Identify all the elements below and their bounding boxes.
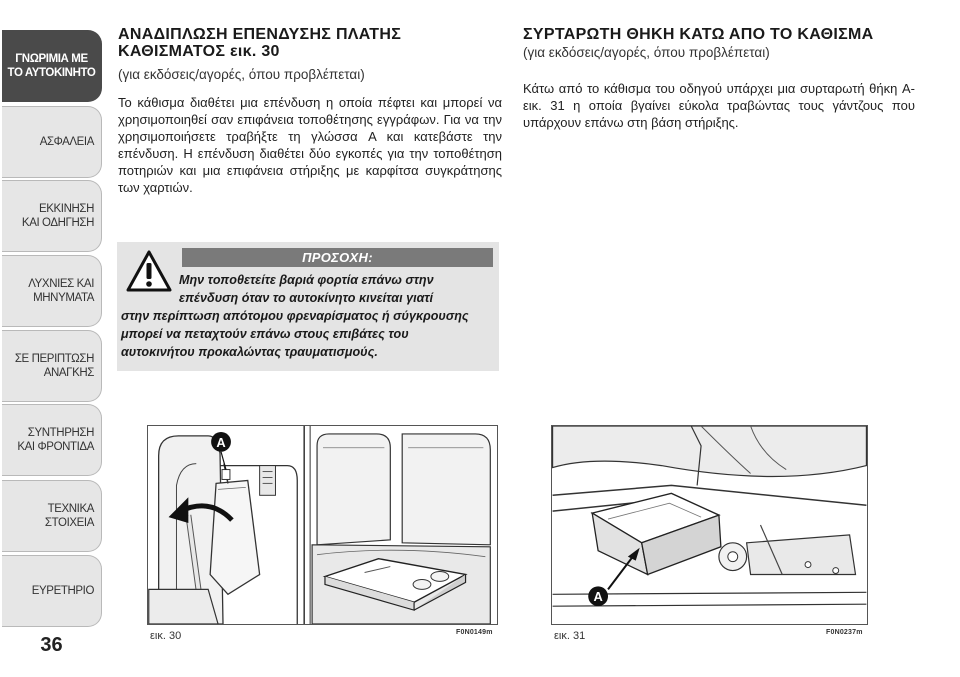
- tab-label-line1: ΕΥΡΕΤΗΡΙΟ: [31, 585, 94, 597]
- tab-label-line1: ΣΥΝΤΗΡΗΣΗ: [27, 427, 94, 439]
- tab-getting-to-know-the-car[interactable]: [2, 30, 102, 102]
- tab-index[interactable]: [2, 555, 102, 627]
- tab-in-an-emergency[interactable]: [2, 330, 102, 402]
- tab-label-line2: ΣΤΟΙΧΕΙΑ: [44, 517, 94, 529]
- tab-technical-specifications[interactable]: [2, 480, 102, 552]
- tab-label-line2: ΚΑΙ ΦΡΟΝΤΙΔΑ: [17, 441, 94, 453]
- figure-30-code: F0N0149m: [456, 629, 493, 636]
- tab-label-line1: ΤΕΧΝΙΚΑ: [47, 503, 94, 515]
- warning-line: αυτοκινήτου προκαλώντας τραυματισμούς.: [121, 345, 378, 359]
- warning-line: επένδυση όταν το αυτοκίνητο κινείται γιατί: [179, 291, 434, 305]
- tab-label-line2: ΚΑΙ ΟΔΗΓΗΣΗ: [21, 217, 94, 229]
- figure-31-under-seat-drawer: [551, 425, 868, 625]
- tab-label-line1: ΣΕ ΠΕΡΙΠΤΩΣΗ: [14, 353, 94, 365]
- warning-header: ΠΡΟΣΟΧΗ:: [182, 248, 493, 267]
- tab-label-line1: ΛΥΧΝΙΕΣ ΚΑΙ: [28, 278, 94, 290]
- chapter-sidebar: [0, 0, 103, 677]
- tab-safety[interactable]: [2, 106, 102, 178]
- section-title-line1: ΑΝΑΔΙΠΛΩΣΗ ΕΠΕΝΔΥΣΗΣ ΠΛΑΤΗΣ: [118, 26, 402, 43]
- section-subtitle: (για εκδόσεις/αγορές, όπου προβλέπεται): [118, 67, 365, 82]
- section-subtitle: (για εκδόσεις/αγορές, όπου προβλέπεται): [523, 45, 770, 60]
- callout-a-label: A: [593, 589, 603, 605]
- warning-line: στην περίπτωση απότομου φρεναρίσματος ή σύγκρουσης: [121, 309, 469, 323]
- tab-label-line1: ΓΝΩΡΙΜΙΑ ΜΕ: [15, 53, 88, 65]
- section-title-seat-back-fold: [118, 26, 508, 60]
- page-number: 36: [40, 634, 63, 656]
- section-title-line2: ΚΑΘΙΣΜΑΤΟΣ εικ. 30: [118, 43, 280, 60]
- section-title-under-seat-drawer: ΣΥΡΤΑΡΩΤΗ ΘΗΚΗ ΚΑΤΩ ΑΠΟ ΤΟ ΚΑΘΙΣΜΑ: [523, 26, 874, 43]
- section-body-text: Το κάθισμα διαθέτει μια επένδυση η οποία πέφτει και μπορεί να χρησιμοποιηθεί σαν επιφάνεια τοποθέτησης εγγράφων. Για να την χρησιμοποιήσετε τραβήξτε τη γλώσσα A και κατεβάστε την επένδυση. Η επένδυση διαθέτει δύο εγκοπές για την τοποθέτηση ποτηριών και μια επιφάνεια στήριξης με καρφίτσα συγκράτησης των χαρτιών.: [118, 95, 502, 195]
- warning-box: [117, 242, 499, 371]
- warning-text: [121, 271, 495, 361]
- figure-31-code: F0N0237m: [826, 629, 863, 636]
- tab-label-line1: ΕΚΚΙΝΗΣΗ: [38, 203, 94, 215]
- figure-30-seat-back-table: [147, 425, 498, 625]
- tab-label-line1: ΑΣΦΑΛΕΙΑ: [39, 136, 94, 148]
- section-body-text: Κάτω από το κάθισμα του οδηγού υπάρχει μια συρταρωτή θήκη A-εικ. 31 η οποία βγαίνει εύκολα τραβώντας τους γάντζους που υπάρχουν επάνω στη βάση στήριξης.: [523, 81, 915, 130]
- tab-label-line2: ΜΗΝΥΜΑΤΑ: [33, 292, 94, 304]
- tab-warning-lights-and-messages[interactable]: [2, 255, 102, 327]
- figure-31-caption: εικ. 31: [554, 630, 586, 642]
- callout-a-label: A: [216, 434, 226, 450]
- tab-servicing-and-care[interactable]: [2, 404, 102, 476]
- tab-label-line2: ΤΟ ΑΥΤΟΚΙΝΗΤΟ: [7, 67, 96, 79]
- seat-back-illustration: [148, 426, 497, 624]
- warning-line: μπορεί να πεταχτούν επάνω στους επιβάτες του: [121, 327, 409, 341]
- under-seat-drawer-illustration: [552, 426, 867, 624]
- warning-line: Μην τοποθετείτε βαριά φορτία επάνω στην: [179, 273, 434, 287]
- tab-starting-and-driving[interactable]: [2, 180, 102, 252]
- figure-30-caption: εικ. 30: [150, 630, 182, 642]
- tab-label-line2: ΑΝΑΓΚΗΣ: [43, 367, 94, 379]
